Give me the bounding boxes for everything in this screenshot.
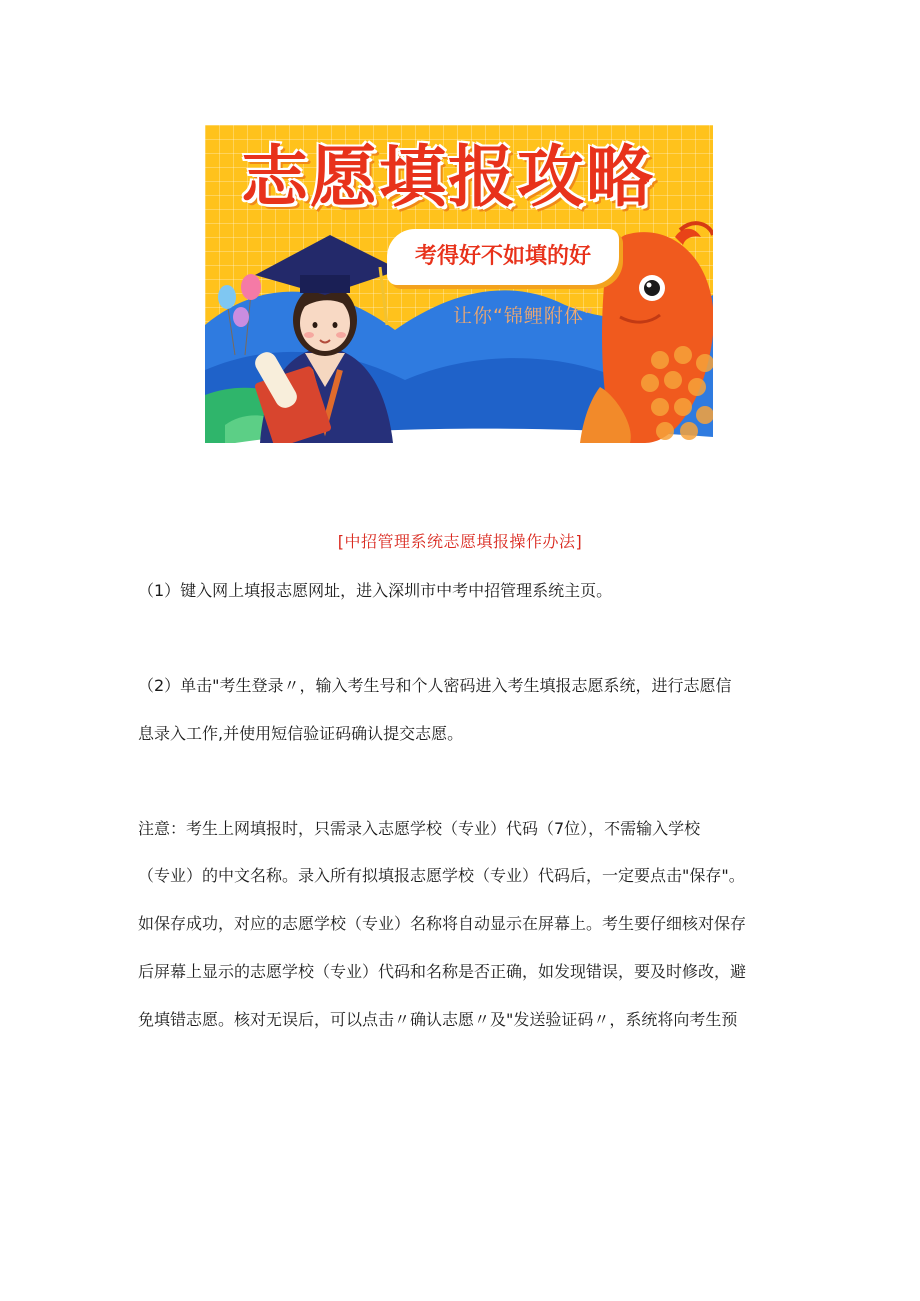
banner-tagline: 让你“锦鲤附体” [453, 305, 595, 327]
paragraph-line: 如保存成功，对应的志愿学校（专业）名称将自动显示在屏幕上。考生要仔细核对保存 [138, 914, 747, 933]
banner-image [205, 125, 713, 443]
paragraph-line: 后屏幕上显示的志愿学校（专业）代码和名称是否正确，如发现错误，要及时修改，避 [138, 962, 747, 981]
banner-title: 志愿填报攻略 [241, 138, 655, 216]
section-heading: [中招管理系统志愿填报操作办法] [337, 532, 583, 551]
paragraph-line: （专业）的中文名称。录入所有拟填报志愿学校（专业）代码后，一定要点击"保存"。 [138, 866, 745, 885]
paragraph-line: 注意：考生上网填报时，只需录入志愿学校（专业）代码（7位），不需输入学校 [138, 819, 701, 838]
paragraph-line: 息录入工作,并使用短信验证码确认提交志愿。 [138, 724, 464, 743]
banner-subtitle-pill [387, 229, 619, 285]
paragraph-line: 免填错志愿。核对无误后，可以点击〃确认志愿〃及"发送验证码〃，系统将向考生预 [138, 1010, 738, 1029]
paragraph-line: （1）键入网上填报志愿网址，进入深圳市中考中招管理系统主页。 [138, 581, 613, 600]
paragraph-line: （2）单击"考生登录〃，输入考生号和个人密码进入考生填报志愿系统，进行志愿信 [138, 676, 732, 695]
banner-subtitle: 考得好不如填的好 [414, 244, 591, 269]
